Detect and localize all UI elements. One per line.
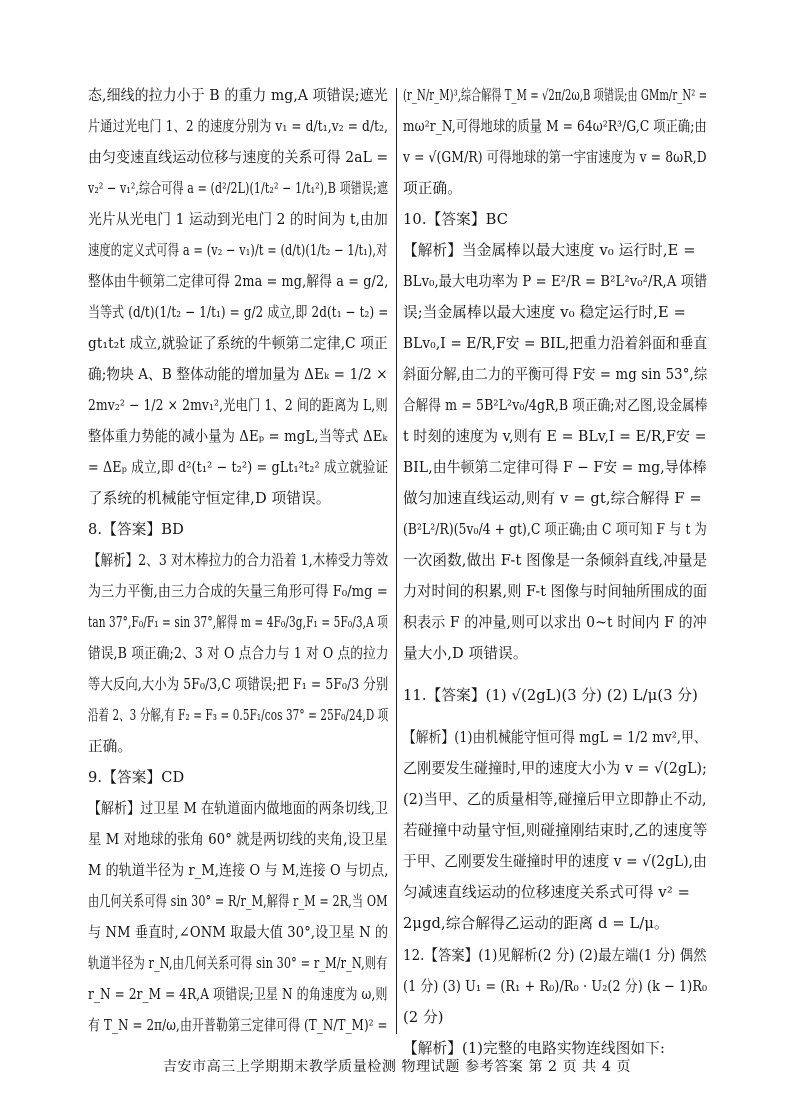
text-line: 错误,B 项正确;2、3 对 O 点合力与 1 对 O 点的拉力 — [88, 645, 389, 662]
text-line: 误;当金属棒以最大速度 v₀ 稳定运行时,E = — [403, 304, 686, 321]
text-line: 量大小,D 项错误。 — [403, 645, 528, 662]
text-line: tan 37°,F₀/F₁ = sin 37°,解得 m = 4F₀/3g,F₁ = 5F₀/3,A 项 — [88, 614, 388, 631]
text-line: BLv₀,I = E/R,F安 = BIL,把重力沿着斜面和垂直 — [403, 335, 708, 352]
text-line: 确;物块 A、B 整体动能的增加量为 ΔEₖ = 1/2 × — [88, 366, 388, 383]
text-line: (r_N/r_M)³,综合解得 T_M = √2π/2ω,B 项错误;由 GMm/r_N² = — [403, 87, 708, 104]
text-line: 力对时间的积累,则 F-t 图像与时间轴所围成的面 — [403, 583, 708, 600]
text-line: 由匀变速直线运动位移与速度的关系可得 2aL = — [88, 149, 389, 166]
text-line: gt₁t₂t 成立,就验证了系统的牛顿第二定律,C 项正 — [88, 335, 388, 352]
text-line: 【解析】(1)由机械能守恒可得 mgL = 1/2 mv²,甲、 — [403, 729, 707, 746]
text-line: 与 NM 垂直时,∠ONM 取最大值 30°,设卫星 N 的 — [88, 924, 389, 941]
text-line: 于甲、乙刚要发生碰撞时甲的速度 v = √(2gL),由 — [403, 853, 707, 870]
text-line: 整体重力势能的减小量为 ΔEₚ = mgL,当等式 ΔEₖ — [88, 428, 388, 445]
text-line: 星 M 对地球的张角 60° 就是两切线的夹角,设卫星 — [88, 831, 388, 848]
text-line: 沿着 2、3 分解,有 F₂ = F₃ = 0.5F₁/cos 37° = 25F₀/24,D 项 — [88, 707, 389, 724]
question-12-answer: 12.【答案】(1)见解析(2 分) (2)最左端(1 分) 偶然 — [403, 947, 707, 964]
text-line: 片通过光电门 1、2 的速度分别为 v₁ = d/t₁,v₂ = d/t₂, — [88, 118, 389, 135]
text-line: 有 T_N = 2π/ω,由开普勒第三定律可得 (T_N/T_M)² = — [88, 1017, 388, 1034]
text-line: 2μgd,综合解得乙运动的距离 d = L/μ。 — [403, 915, 669, 932]
text-line: 当等式 (d/t)(1/t₂ − 1/t₁) = g/2 成立,即 2d(t₁ − t₂) = — [88, 304, 389, 321]
text-line: = ΔEₚ 成立,即 d²(t₁² − t₂²) = gLt₁²t₂² 成立就验证 — [88, 459, 389, 476]
text-line: (1 分) (3) U₁ = (R₁ + R₀)/R₀ · U₂(2 分) (k − 1)R₀ — [403, 978, 708, 995]
text-line: 2mv₂² − 1/2 × 2mv₁²,光电门 1、2 间的距离为 L,则 — [88, 397, 388, 414]
text-line: 光片从光电门 1 运动到光电门 2 的时间为 t,由加 — [88, 211, 388, 228]
text-line: (2)当甲、乙的质量相等,碰撞后甲立即静止不动, — [403, 791, 707, 808]
text-line: 等大反向,大小为 5F₀/3,C 项错误;把 F₁ = 5F₀/3 分别 — [88, 676, 389, 693]
text-line: v₂² − v₁²,综合可得 a = (d²/2L)(1/t₂² − 1/t₁²),B 项错误;遮 — [88, 180, 388, 197]
text-line: v = √(GM/R) 可得地球的第一宇宙速度为 v = 8ωR,D — [403, 149, 707, 166]
text-line: M 的轨道半径为 r_M,连接 O 与 M,连接 O 与切点, — [88, 862, 389, 879]
text-line: 【解析】(1)完整的电路实物连线图如下: — [403, 1040, 666, 1057]
text-line: 整体由牛顿第二定律可得 2ma = mg,解得 a = g/2, — [88, 273, 389, 290]
text-line: 一次函数,做出 F-t 图像是一条倾斜直线,冲量是 — [403, 552, 708, 569]
text-line: 正确。 — [88, 738, 133, 755]
text-line: 了系统的机械能守恒定律,D 项错误。 — [88, 490, 331, 507]
text-line: 为三力平衡,由三力合成的矢量三角形可得 F₀/mg = — [88, 583, 388, 600]
text-line: 若碰撞中动量守恒,则碰撞刚结束时,乙的速度等 — [403, 822, 708, 839]
text-line: 态,细线的拉力小于 B 的重力 mg,A 项错误;遮光 — [88, 87, 388, 104]
text-line: mω²r_N,可得地球的质量 M = 64ω²R³/G,C 项正确;由 — [403, 118, 707, 135]
column-divider — [396, 88, 397, 1034]
text-line: 项正确。 — [403, 180, 462, 197]
text-line: 轨道半径为 r_N,由几何关系可得 sin 30° = r_M/r_N,则有 — [88, 955, 388, 972]
text-line: 积表示 F 的冲量,则可以求出 0~t 时间内 F 的冲 — [403, 614, 707, 631]
question-9-answer: 9.【答案】CD — [88, 769, 185, 786]
page-footer: 吉安市高三上学期期末教学质量检测 物理试题 参考答案 第 2 页 共 4 页 — [162, 1059, 632, 1075]
text-line: r_N = 2r_M = 4R,A 项错误;卫星 N 的角速度为 ω,则 — [88, 986, 388, 1003]
question-10-answer: 10.【答案】BC — [403, 211, 509, 228]
text-line: 合解得 m = 5B²L²v₀/4gR,B 项正确;对乙图,设金属棒 — [403, 397, 708, 414]
text-line: 速度的定义式可得 a = (v₂ − v₁)/t = (d/t)(1/t₂ − 1/t₁),对 — [88, 242, 388, 259]
text-line: 做匀加速直线运动,则有 v = gt,综合解得 F = — [403, 490, 702, 507]
text-line: 【解析】过卫星 M 在轨道面内做地面的两条切线,卫 — [88, 800, 389, 817]
text-line: 【解析】当金属棒以最大速度 v₀ 运行时,E = — [403, 242, 696, 259]
text-line: (B²L²/R)(5v₀/4 + gt),C 项正确;由 C 项可知 F 与 t 为 — [403, 521, 707, 538]
text-line: 斜面分解,由二力的平衡可得 F安 = mg sin 53°,综 — [403, 366, 708, 383]
text-line: 乙刚要发生碰撞时,甲的速度大小为 v = √(2gL); — [403, 760, 708, 777]
text-line: 由几何关系可得 sin 30° = R/r_M,解得 r_M = 2R,当 OM — [88, 893, 388, 910]
text-line: t 时刻的速度为 v,则有 E = BLv,I = E/R,F安 = — [403, 428, 707, 445]
text-line: (2 分) — [403, 1009, 444, 1026]
text-line: BIL,由牛顿第二定律可得 F − F安 = mg,导体棒 — [403, 459, 707, 476]
text-line: 匀减速直线运动的位移速度关系式可得 v² = — [403, 884, 690, 901]
text-line: 【解析】2、3 对木棒拉力的合力沿着 1,木棒受力等效 — [88, 552, 389, 569]
question-11-answer: 11.【答案】(1) √(2gL)(3 分) (2) L/μ(3 分) — [403, 687, 699, 704]
text-line: BLv₀,最大电功率为 P = E²/R = B²L²v₀²/R,A 项错 — [403, 273, 708, 290]
question-8-answer: 8.【答案】BD — [88, 521, 184, 538]
